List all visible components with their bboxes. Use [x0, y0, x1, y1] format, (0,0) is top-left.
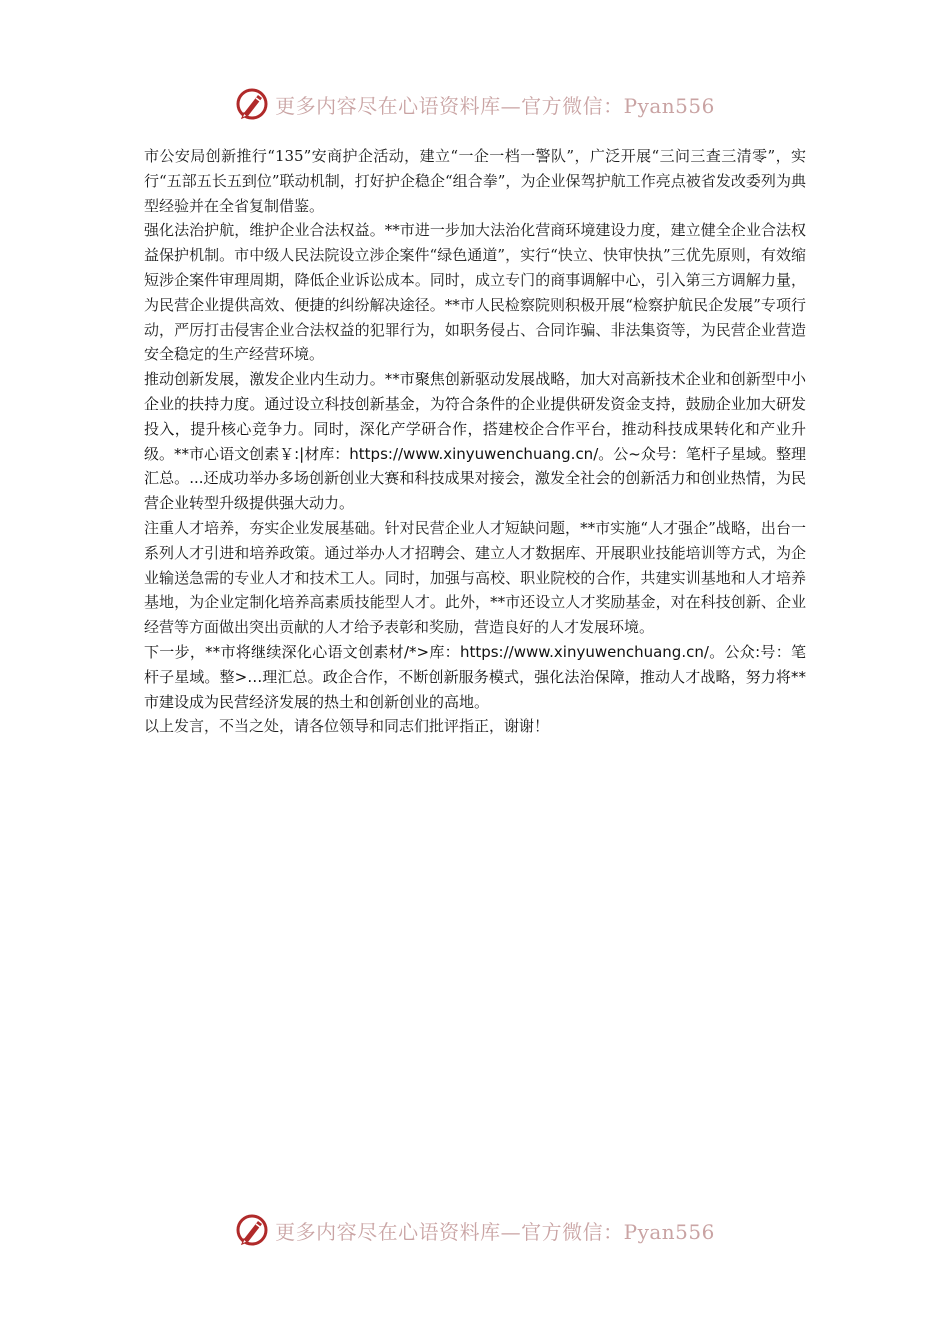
pen-logo-icon — [235, 1213, 269, 1247]
footer-banner-text: 更多内容尽在心语资料库—官方微信：Pyan556 — [275, 1219, 715, 1244]
paragraph-next-step: 下一步，**市将继续深化心语文创素材/*>库：https://www.xinyuwenchuang.cn/。公众:号：笔杆子星域。整>…理汇总。政企合作，不断创新服务模式，强化法治保障，推动人才战略，努力将**市建设成为民营经济发展的热土和创新创业的高地。 — [144, 642, 806, 711]
footer-banner — [0, 1208, 950, 1252]
header-banner — [0, 82, 950, 126]
paragraph-talent: 注重人才培养，夯实企业发展基础。针对民营企业人才短缺问题，**市实施“人才强企”战略，出台一系列人才引进和培养政策。通过举办人才招聘会、建立人才数据库、开展职业技能培训等方式，为企业输送急需的专业人才和技术工人。同时，加强与高校、职业院校的合作，共建实训基地和人才培养基地，为企业定制化培养高素质技能型人才。此外，**市还设立人才奖励基金，对在科技创新、企业经营等方面做出突出贡献的人才给予表彰和奖励，营造良好的人才发展环境。 — [144, 518, 806, 637]
header-banner-text: 更多内容尽在心语资料库—官方微信：Pyan556 — [275, 93, 715, 118]
paragraph-security: 市公安局创新推行“135”安商护企活动，建立“一企一档一警队”，广泛开展“三问三查三清零”，实行“五部五长五到位”联动机制，打好护企稳企“组合拳”，为企业保驾护航工作亮点被省发改委列为典型经验并在全省复制借鉴。 — [144, 147, 806, 215]
document-body — [144, 144, 806, 739]
pen-logo-icon — [235, 87, 269, 121]
paragraph-legal-protection: 强化法治护航，维护企业合法权益。**市进一步加大法治化营商环境建设力度，建立健全企业合法权益保护机制。市中级人民法院设立涉企案件“绿色通道”，实行“快立、快审快执”三优先原则，有效缩短涉企案件审理周期，降低企业诉讼成本。同时，成立专门的商事调解中心，引入第三方调解力量，为民营企业提供高效、便捷的纠纷解决途径。**市人民检察院则积极开展“检察护航民企发展”专项行动，严厉打击侵害企业合法权益的犯罪行为，如职务侵占、合同诈骗、非法集资等，为民营企业营造安全稳定的生产经营环境。 — [144, 221, 806, 364]
paragraph-closing: 以上发言，不当之处，请各位领导和同志们批评指正，谢谢！ — [144, 717, 550, 736]
paragraph-innovation: 推动创新发展，激发企业内生动力。**市聚焦创新驱动发展战略，加大对高新技术企业和创新型中小企业的扶持力度。通过设立科技创新基金，为符合条件的企业提供研发资金支持，鼓励企业加大研发投入，提升核心竞争力。同时，深化产学研合作，搭建校企合作平台，推动科技成果转化和产业升级。**市心语文创素￥:|材库：https://www.xinyuwenchuang.cn/。公~众号：笔杆子星域。整理汇总。...还成功举办多场创新创业大赛和科技成果对接会，激发全社会的创新活力和创业热情，为民营企业转型升级提供强大动力。 — [144, 370, 806, 513]
